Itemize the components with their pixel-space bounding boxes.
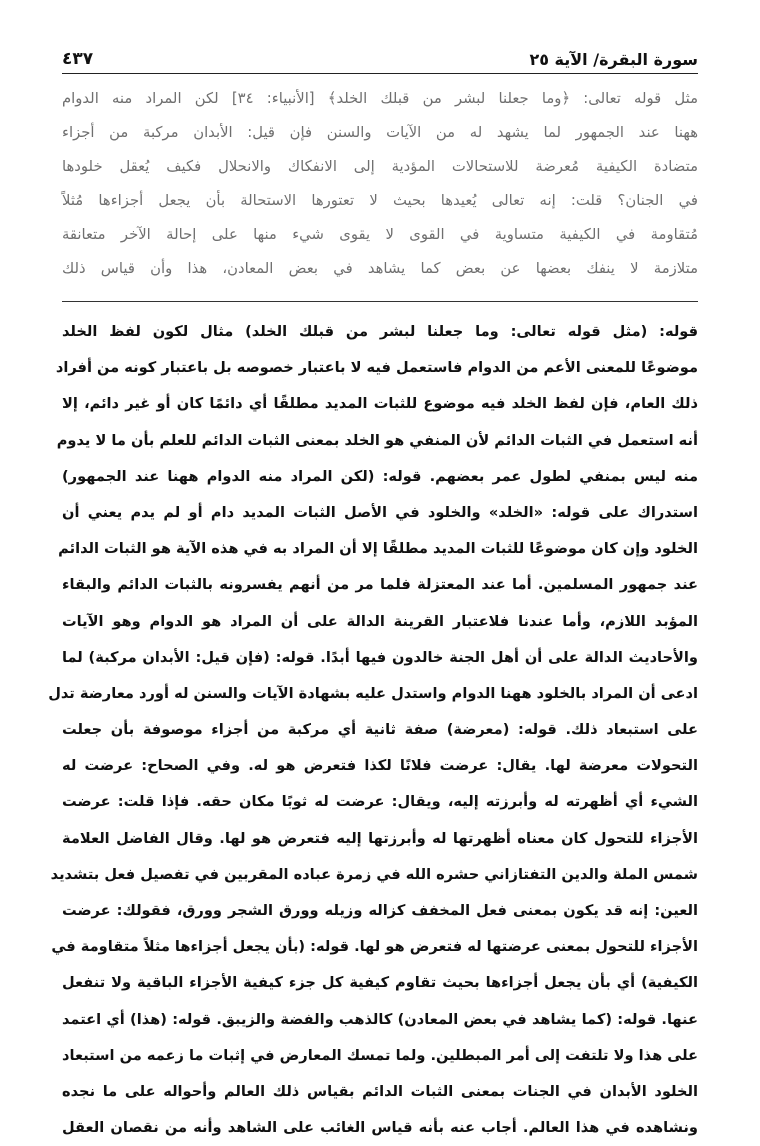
commentary-line: عنها. قوله: (كما يشاهد في بعض المعادن) كالذهب والفضة والزيبق. قوله: (هذا) أي اعتمد — [62, 1010, 698, 1028]
commentary-line: ونشاهده في هذا العالم. أجاب عنه بأنه قياس الغائب على الشاهد وأنه من نقصان العقل — [62, 1119, 698, 1137]
commentary-line: موضوعًا للمعنى الأعم من الدوام فاستعمل فيه لا باعتبار خصوصه بل باعتبار كونه من أفراد — [55, 359, 698, 377]
commentary-line: الخلود الأبدان في الجنات بمعنى الثبات الدائم بقياس ذلك العالم وأحواله على ما نجده — [62, 1082, 698, 1100]
matn-line: في الجنان؟ قلت: إنه تعالى يُعيدها بحيث لا تعتورها الاستحالة بأن يجعل أجزاءها مُثلاً — [62, 192, 698, 209]
commentary-line: الخلود وإن كان موضوعًا للثبات المديد مطلقًا إلا أن المراد به في هذه الآية هو الثبات الدائم — [58, 540, 698, 558]
section-divider — [62, 301, 698, 302]
commentary-line: استدراك على قوله: «الخلد» والخلود في الأصل الثبات المديد دام أو لم يدم يعني أن — [62, 503, 698, 521]
commentary-line: الشيء أي أظهرته له وأبرزته إليه، ويقال: عرضت له ثوبًا مكان حقه. فإذا قلت: عرضت — [62, 793, 698, 811]
commentary-line: على هذا ولا تلتفت إلى أمر المبطلين. ولما تمسك المعارض في إثبات ما زعمه من استبعاد — [62, 1046, 698, 1064]
commentary-line: والأحاديث الدالة على أن أهل الجنة خالدون فيها أبدًا. قوله: (فإن قيل: الأبدان مركبة) لما — [62, 648, 698, 666]
matn-line: مثل قوله تعالى: ﴿وما جعلنا لبشر من قبلك الخلد﴾ [الأنبياء: ٣٤] لكن المراد منه الدوام — [62, 90, 698, 107]
commentary-line: ادعى أن المراد بالخلود ههنا الدوام واستدل عليه بشهادة الآيات والسنن له أورد معارضة تدل — [48, 684, 698, 702]
matn-line: متلازمة لا ينفك بعضها عن بعض كما يشاهد في بعض المعادن، هذا وأن قياس ذلك — [62, 260, 698, 277]
commentary-line: عند جمهور المسلمين. أما عند المعتزلة فلما مر من أنهم يفسرونه بالثبات الدائم والبقاء — [62, 576, 698, 594]
page-number: ٤٣٧ — [62, 49, 94, 69]
commentary-line: شمس الملة والدين التفتازاني حشره الله في زمرة عباده المقربين في تفصيل فعل بتشديد — [50, 865, 698, 883]
commentary-line: الأجزاء للتحول بمعنى عرضتها له فتعرض هو لها. قوله: (بأن يجعل أجزاءها مثلاً متقاومة في — [51, 938, 698, 956]
matn-line: مُتقاومة في الكيفية متساوية في القوى لا يقوى شيء منها على إحالة الآخر متعانقة — [62, 226, 698, 243]
commentary-line: التحولات معرضة لها. يقال: عرضت فلانًا لكذا فتعرض هو له. وفي الصحاح: عرضت له — [62, 757, 698, 775]
running-title: سورة البقرة/ الآية ٢٥ — [529, 50, 698, 69]
commentary-line: أنه استعمل في الثبات الدائم لأن المنفي هو الخلد بمعنى الثبات الدائم للعلم بأن ما لا يدوم — [56, 431, 698, 449]
commentary-line: الكيفية) أي بأن يجعل أجزاءها بحيث تقاوم كيفية كل جزء كيفية الأجزاء الباقية ولا تنفعل — [62, 974, 698, 992]
commentary-line: المؤبد اللازم، وأما عندنا فلاعتبار القرينة الدالة على أن المراد هو الدوام وهو الآيات — [62, 612, 698, 630]
commentary-line: على استبعاد ذلك. قوله: (معرضة) صفة ثانية أي مركبة من أجزاء موصوفة بأن جعلت — [62, 721, 698, 739]
commentary-line: الأجزاء للتحول كان معناه أظهرتها له وأبرزتها إليه فتعرض هو لها. وقال الفاضل العلامة — [62, 829, 698, 847]
matn-line: ههنا عند الجمهور لما يشهد له من الآيات والسنن فإن قيل: الأبدان مركبة من أجزاء — [62, 124, 698, 141]
matn-line: متضادة الكيفية مُعرضة للاستحالات المؤدية إلى الانفكاك والانحلال فكيف يُعقل خلودها — [62, 158, 698, 175]
running-header — [62, 44, 698, 74]
commentary-line: العين: إنه قد يكون بمعنى فعل المخفف كزاله وزيله وورق الشجر وورق، فقولك: عرضت — [62, 902, 698, 919]
commentary-text-block — [48, 314, 698, 1137]
matn-text-block — [62, 82, 698, 292]
commentary-line: ذلك العام، فإن لفظ الخلد فيه موضوع للثبات المديد مطلقًا أي دائمًا كان أو غير دائم، إلا — [62, 395, 698, 413]
commentary-line: قوله: (مثل قوله تعالى: وما جعلنا لبشر من قبلك الخلد) مثال لكون لفظ الخلد — [62, 323, 698, 340]
commentary-line: منه ليس بمنفي لطول عمر بعضهم. قوله: (لكن المراد منه الدوام ههنا عند الجمهور) — [62, 467, 698, 485]
